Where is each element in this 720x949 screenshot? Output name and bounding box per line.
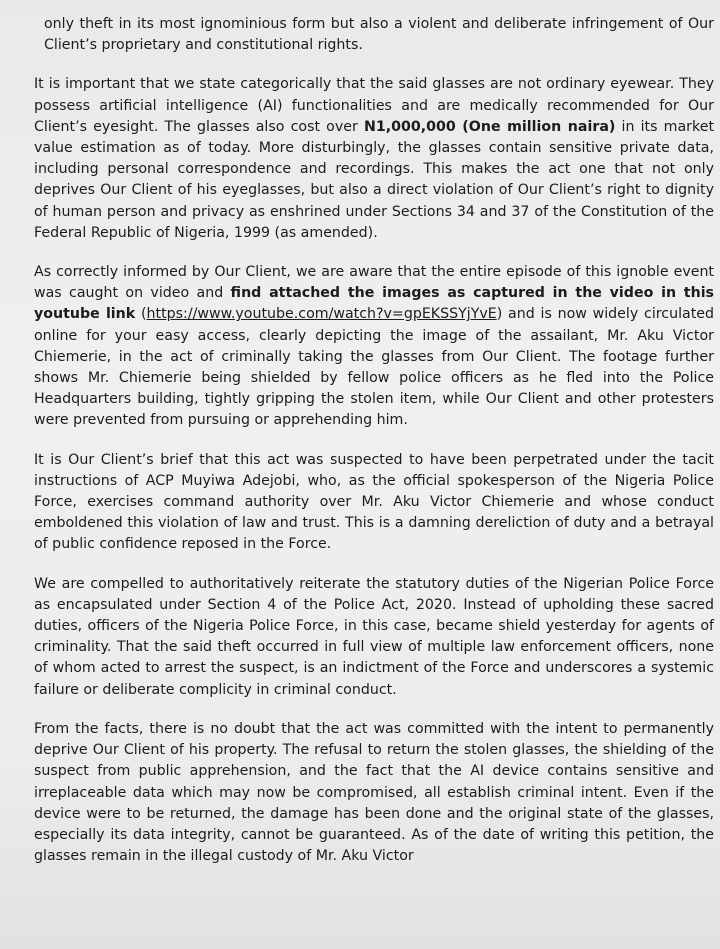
attachment-emphasis: find attached the images as captured in the video in this youtube link — [34, 285, 715, 323]
paragraph-text: ) and is now widely circulated online for your easy access, clearly depicting the image of the assailant, Mr. Aku Victor Chiemerie, in the act of criminally taking the glasses from Our Client. The footage further shows Mr. Chiemerie being shielded by fellow police officers as he fled into the Police Headquarters building, tightly gripping the stolen item, while Our Client and other protesters were prevented from pursuing or apprehending him. — [34, 306, 715, 429]
paragraph-text: It is important that we state categorically that the said glasses are not ordinary eyewear. They possess artificial intelligence (AI) functionalities and are medically recommended for Our Client’s eyesight. The glasses also cost over — [34, 76, 714, 135]
paragraph-text: As correctly informed by Our Client, we are aware that the entire episode of this ignoble event was caught on video and — [34, 264, 714, 302]
paragraph-continuation: only theft in its most ignominious form but also a violent and deliberate infringement of Our Client’s proprietary and constitutional rights. — [44, 16, 714, 54]
paragraph-statutory-duties: We are compelled to authoritatively reiterate the statutory duties of the Nigerian Police Force as encapsulated under Section 4 of the Police Act, 2020. Instead of upholding these sacred duties, officers of the Nigeria Police Force, in this case, became shield yesterday for agents of criminality. That the said theft occurred in full view of multiple law enforcement officers, none of whom acted to arrest the suspect, is an indictment of the Force and underscores a systemic failure or deliberate complicity in criminal conduct. — [34, 575, 714, 698]
price-emphasis: N1,000,000 (One million naira) — [363, 118, 616, 135]
paragraph-text: ( — [135, 306, 147, 323]
paragraph-glasses-description — [34, 74, 714, 244]
paragraph-criminal-intent: From the facts, there is no doubt that the act was committed with the intent to permanently deprive Our Client of his property. The refusal to return the stolen glasses, the shielding of the suspect from public apprehension, and the fact that the AI device contains sensitive and irreplaceable data which may now be compromised, all establish criminal intent. Even if the device were to be returned, the damage has been done and the original state of the glasses, especially its data integrity, cannot be guaranteed. As of the date of writing this petition, the glasses remain in the illegal custody of Mr. Aku Victor — [34, 720, 714, 865]
paragraph-video-evidence — [34, 262, 714, 432]
document-body — [34, 14, 714, 885]
paragraph-text: in its market value estimation as of today. More disturbingly, the glasses contain sensitive private data, including personal correspondence and recordings. This makes the act one that not only deprives Our Client of his eyeglasses, but also a direct violation of Our Client’s right to dignity of human person and privacy as enshrined under Sections 34 and 37 of the Constitution of the Federal Republic of Nigeria, 1999 (as amended). — [34, 118, 715, 241]
paragraph-client-brief: It is Our Client’s brief that this act was suspected to have been perpetrated under the tacit instructions of ACP Muyiwa Adejobi, who, as the official spokesperson of the Nigeria Police Force, exercises command authority over Mr. Aku Victor Chiemerie and whose conduct emboldened this violation of law and trust. This is a damning dereliction of duty and a betrayal of public confidence reposed in the Force. — [34, 451, 714, 553]
youtube-link[interactable]: https://www.youtube.com/watch?v=gpEKSSYjYvE — [146, 306, 497, 323]
